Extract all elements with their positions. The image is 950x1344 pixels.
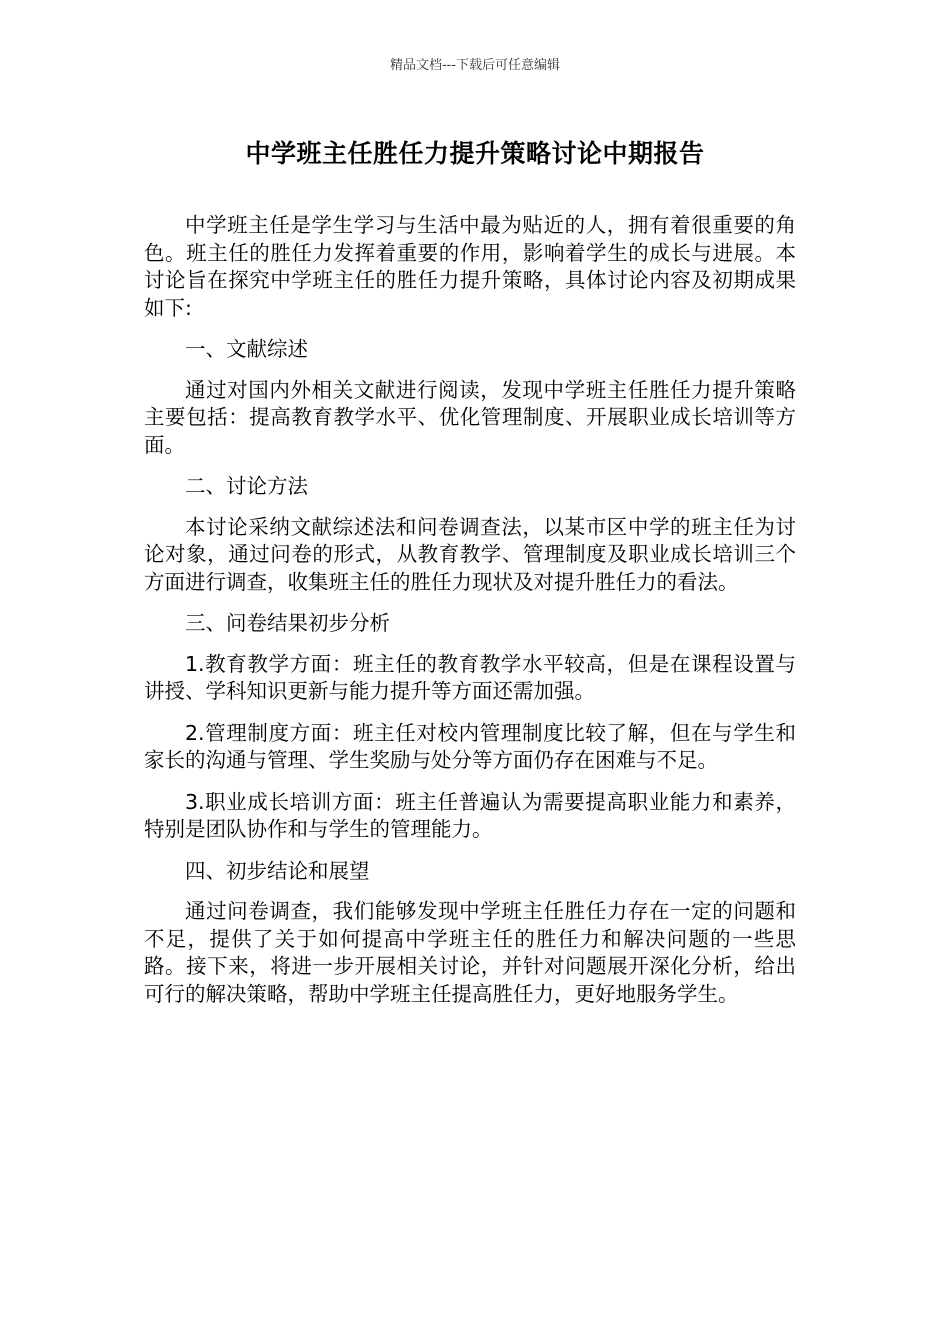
section-heading-method: 二、讨论方法: [185, 474, 308, 498]
intro-paragraph: 中学班主任是学生学习与生活中最为贴近的人，拥有着很重要的角色。班主任的胜任力发挥着重要的作用，影响着学生的成长与进展。本讨论旨在探究中学班主任的胜任力提升策略，具体讨论内容及初期成果如下:: [144, 213, 796, 320]
page-header: 精品文档---下载后可任意编辑: [389, 58, 561, 73]
section-paragraph: 通过对国内外相关文献进行阅读，发现中学班主任胜任力提升策略主要包括：提高教育教学水平、优化管理制度、开展职业成长培训等方面。: [144, 377, 796, 457]
section-paragraph: 通过问卷调查，我们能够发现中学班主任胜任力存在一定的问题和不足，提供了关于如何提高中学班主任的胜任力和解决问题的一些思路。接下来，将进一步开展相关讨论，并针对问题展开深化分析，给出可行的解决策略，帮助中学班主任提高胜任力，更好地服务学生。: [144, 899, 796, 1006]
document-title: 中学班主任胜任力提升策略讨论中期报告: [245, 139, 705, 168]
section-paragraph: 1.教育教学方面：班主任的教育教学水平较高，但是在课程设置与讲授、学科知识更新与能力提升等方面还需加强。: [144, 651, 796, 703]
section-paragraph: 3.职业成长培训方面：班主任普遍认为需要提高职业能力和素养，特别是团队协作和与学生的管理能力。: [144, 789, 796, 841]
section-heading-conclusion: 四、初步结论和展望: [185, 858, 370, 883]
section-paragraph: 本讨论采纳文献综述法和问卷调查法，以某市区中学的班主任为讨论对象，通过问卷的形式，从教育教学、管理制度及职业成长培训三个方面进行调查，收集班主任的胜任力现状及对提升胜任力的看法。: [144, 514, 796, 594]
document-body: [144, 212, 796, 1022]
section-heading-analysis: 三、问卷结果初步分析: [185, 611, 390, 635]
section-heading-literature-review: 一、文献综述: [185, 337, 308, 361]
section-paragraph: 2.管理制度方面：班主任对校内管理制度比较了解，但在与学生和家长的沟通与管理、学生奖励与处分等方面仍存在困难与不足。: [144, 720, 796, 772]
